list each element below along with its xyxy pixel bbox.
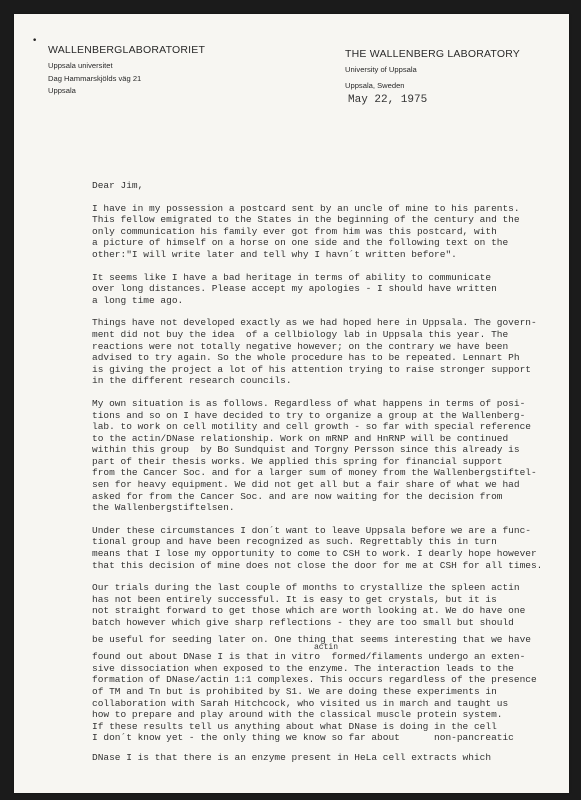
text-line: the Wallenbergstiftelsen. <box>92 502 235 514</box>
letterhead-left-line: Uppsala <box>48 86 76 95</box>
text-line: a picture of himself on a horse on one side and the following text on the <box>92 237 509 249</box>
letter-page <box>14 14 569 793</box>
text-line: collaboration with Sarah Hitchcock, who visited us in march and taught us <box>92 697 509 709</box>
text-line: Things have not developed exactly as we had hoped here in Uppsala. The govern- <box>92 317 537 329</box>
text-line: only communication his family ever got from him was this postcard, with <box>92 225 497 237</box>
paragraph-actin-trials <box>92 582 562 763</box>
letterhead-right-line: Uppsala, Sweden <box>345 80 405 90</box>
text-line: within this group by Bo Sundquist and Torgny Persson since this already is <box>92 444 520 456</box>
letterhead-left-line: Dag Hammarskjölds väg 21 <box>48 73 142 83</box>
text-line: If these results tell us anything about what DNase is doing in the cell <box>92 720 497 732</box>
paragraph-uppsala <box>92 317 562 387</box>
text-line: other:"I will write later and tell why I havn´t written before". <box>92 248 457 260</box>
text-line: advised to try again. So the whole procedure has to be repeated. Lennart Ph <box>92 352 520 364</box>
bullet-mark: • <box>32 36 38 46</box>
text-line: how to prepare and play around with the classical muscle protein system. <box>92 709 503 721</box>
text-line: not straight forward to get those which are worth looking at. We do have one <box>92 605 526 617</box>
text-line: to the actin/DNase relationship. Work on mRNP and HnRNP will be continued <box>92 432 509 444</box>
paragraph-apology <box>92 272 562 307</box>
text-line: Under these circumstances I don´t want to leave Uppsala before we are a func- <box>92 524 531 536</box>
text-line: from the Cancer Soc. and for a larger sum of money from the Wallenbergstiftel- <box>92 467 537 479</box>
text-line: Our trials during the last couple of months to crystallize the spleen actin <box>92 582 520 594</box>
letter-body <box>92 180 562 775</box>
text-line: means that I lose my opportunity to come to CSH to work. I dearly hope however <box>92 548 537 560</box>
letterhead-right-title: THE WALLENBERG LABORATORY <box>345 48 520 60</box>
text-line: of TM and Tn but is prohibited by S1. We are doing these experiments in <box>92 685 497 697</box>
text-line: DNase I is that there is an enzyme present in HeLa cell extracts which <box>92 751 492 763</box>
text-line: sen for heavy equipment. We did not get all but a fair share of what we had <box>92 479 520 491</box>
text-line: reactions were not totally negative however; on the contrary we have been <box>92 340 509 352</box>
text-line: a long time ago. <box>92 294 184 306</box>
text-line: My own situation is as follows. Regardless of what happens in terms of posi- <box>92 397 526 409</box>
text-line: part of their thesis works. We applied this spring for financial support <box>92 455 503 467</box>
text-line: formation of DNase/actin 1:1 complexes. This occurs regardless of the presence <box>92 674 537 686</box>
text-line: asked for from the Cancer Soc. and are now waiting for the decision from <box>92 490 503 502</box>
letterhead-left-title: WALLENBERGLABORATORIET <box>48 44 206 56</box>
paragraph-situation <box>92 398 562 514</box>
text-line: found out about DNase I is that in vitro formed/filaments undergo an exten- <box>92 651 526 663</box>
text-line: ment did not buy the idea of a cellbiology lab in Uppsala this year. The <box>92 328 509 340</box>
text-line: lab. to work on cell motility and cell growth - so far with special reference <box>92 421 531 433</box>
text-line: is giving the project a lot of his attention trying to raise stronger support <box>92 363 531 375</box>
text-line: I don´t know yet - the only thing we know so far about non-pancreatic <box>92 732 514 744</box>
paragraph-circumstances <box>92 525 562 571</box>
text-line: This fellow emigrated to the States in the beginning of the century and the <box>92 214 520 226</box>
letterhead-left-line: Uppsala universitet <box>48 61 113 70</box>
text-line: It seems like I have a bad heritage in terms of ability to communicate <box>92 271 492 283</box>
letter-date: May 22, 1975 <box>348 94 428 106</box>
handwritten-insertion: actin <box>314 643 339 653</box>
letterhead-english <box>345 48 520 92</box>
salutation: Dear Jim, <box>92 180 144 191</box>
text-line: sive dissociation when exposed to the enzyme. The interaction leads to the <box>92 662 514 674</box>
text-line: in the different research councils. <box>92 375 292 387</box>
text-line: tions and so on I have decided to try to organize a group at the Wallenberg- <box>92 409 526 421</box>
text-line: be useful for seeding later on. One thing that seems interesting that we have <box>92 633 531 645</box>
text-line: over long distances. Please accept my apologies - I should have written <box>92 283 497 295</box>
paragraph-postcard <box>92 203 562 261</box>
text-line: batch however which give sharp reflections - they are too small but should <box>92 617 514 628</box>
letterhead-swedish <box>48 44 205 98</box>
text-line: has not been entirely successful. It is easy to get crystals, but it is <box>92 593 497 605</box>
letterhead-right-line: University of Uppsala <box>345 65 417 74</box>
text-line: tional group and have been recognized as such. Regrettably this in turn <box>92 536 497 548</box>
text-line: I have in my possession a postcard sent by an uncle of mine to his parents. <box>92 202 520 214</box>
text-line: that this decision of mine does not close the door for me at CSH for all times. <box>92 559 543 571</box>
